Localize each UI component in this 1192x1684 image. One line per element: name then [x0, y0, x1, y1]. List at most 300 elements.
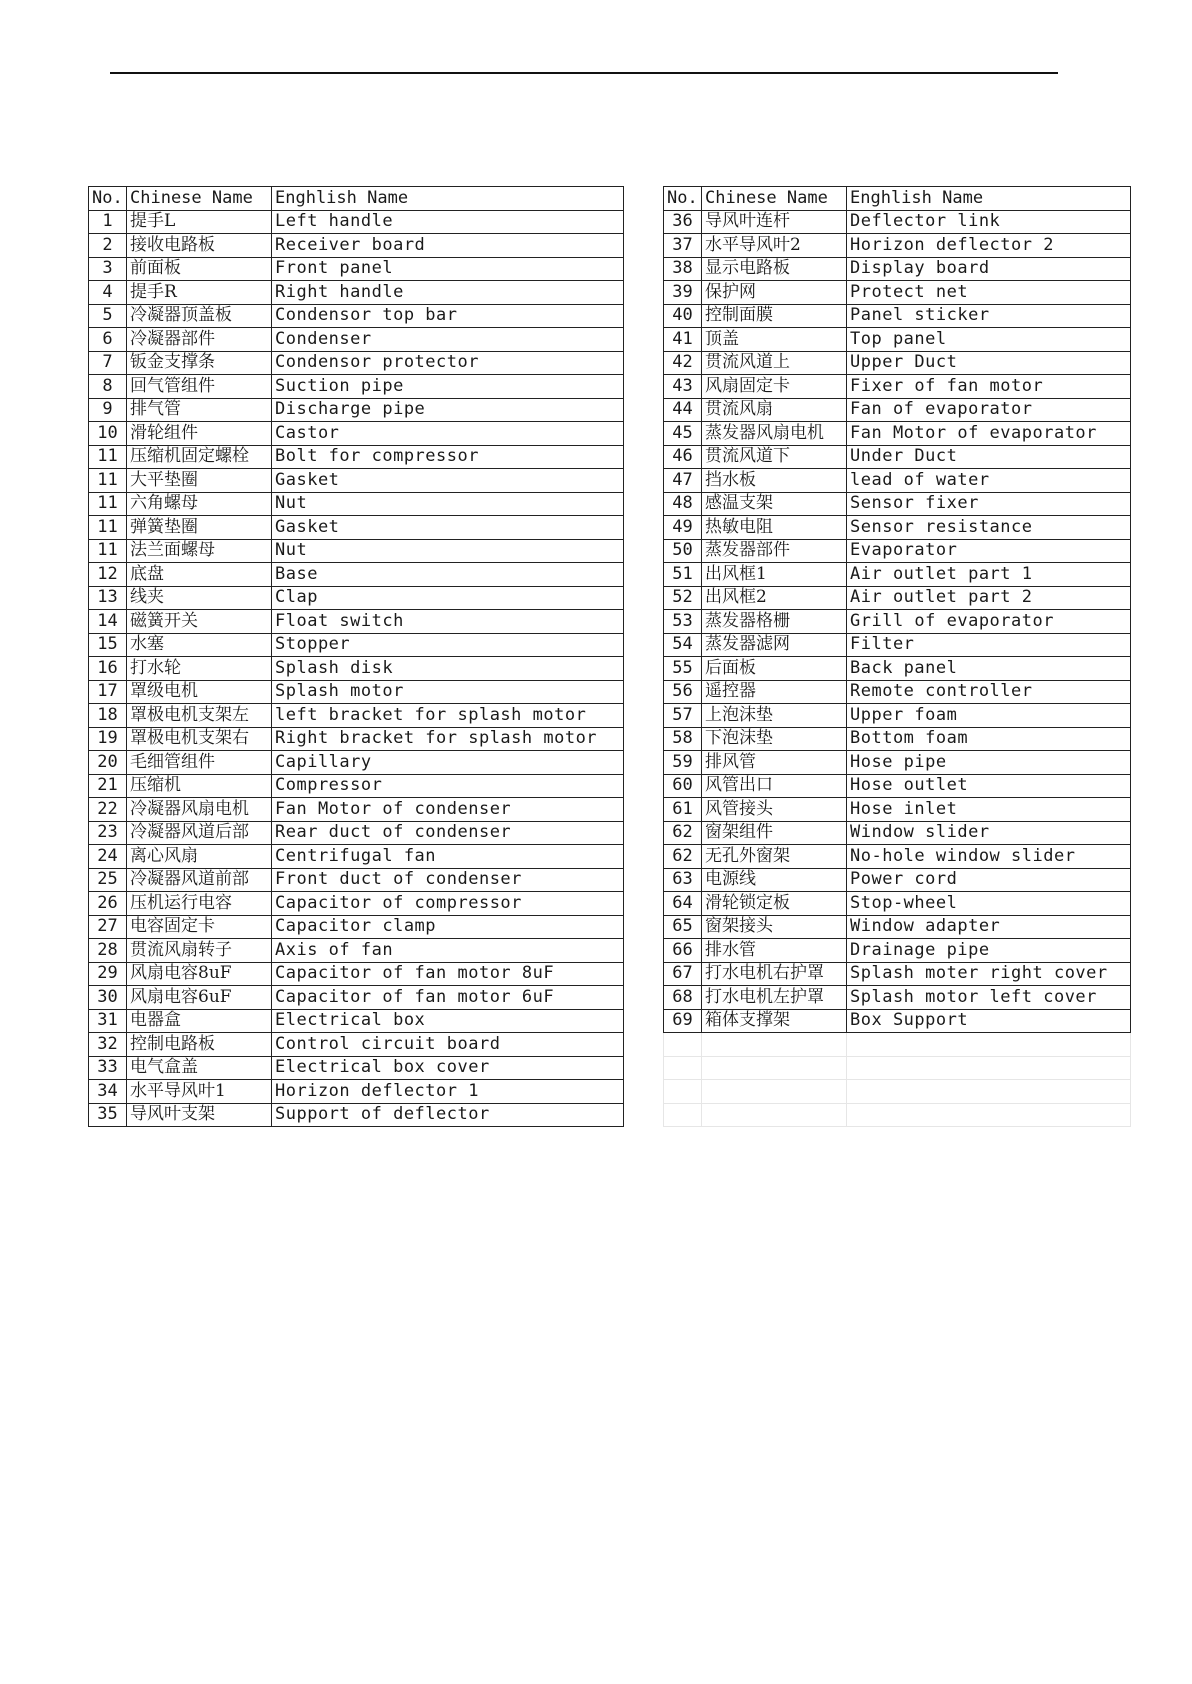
empty-cell — [664, 1080, 702, 1104]
table-row — [89, 657, 624, 681]
table-row — [89, 398, 624, 422]
english-name: Window slider — [847, 821, 1131, 845]
part-number: 24 — [89, 845, 127, 869]
table-row — [664, 774, 1131, 798]
empty-cell — [664, 1103, 702, 1127]
chinese-name: 六角螺母 — [127, 492, 272, 516]
table-row — [89, 375, 624, 399]
part-number: 11 — [89, 539, 127, 563]
part-number: 30 — [89, 986, 127, 1010]
english-name: Front duct of condenser — [272, 868, 624, 892]
part-number: 58 — [664, 727, 702, 751]
chinese-name: 提手L — [127, 210, 272, 234]
empty-row — [664, 1080, 1131, 1104]
english-name: Hose pipe — [847, 751, 1131, 775]
english-name: Grill of evaporator — [847, 610, 1131, 634]
parts-table-right — [663, 186, 1131, 1127]
english-name: Box Support — [847, 1009, 1131, 1033]
chinese-name: 遥控器 — [702, 680, 847, 704]
table-row — [664, 821, 1131, 845]
table-row — [664, 798, 1131, 822]
chinese-name: 控制面膜 — [702, 304, 847, 328]
table-row — [664, 657, 1131, 681]
english-name: Condensor protector — [272, 351, 624, 375]
chinese-name: 打水轮 — [127, 657, 272, 681]
table-row — [664, 610, 1131, 634]
table-row — [89, 845, 624, 869]
part-number: 62 — [664, 845, 702, 869]
english-name: Capacitor of compressor — [272, 892, 624, 916]
part-number: 68 — [664, 986, 702, 1010]
chinese-name: 排水管 — [702, 939, 847, 963]
part-number: 69 — [664, 1009, 702, 1033]
part-number: 16 — [89, 657, 127, 681]
chinese-name: 箱体支撑架 — [702, 1009, 847, 1033]
table-row — [89, 586, 624, 610]
english-name: Float switch — [272, 610, 624, 634]
table-row — [89, 727, 624, 751]
chinese-name: 无孔外窗架 — [702, 845, 847, 869]
part-number: 12 — [89, 563, 127, 587]
empty-cell — [702, 1033, 847, 1057]
chinese-name: 大平垫圈 — [127, 469, 272, 493]
part-number: 11 — [89, 492, 127, 516]
part-number: 17 — [89, 680, 127, 704]
english-name: Fixer of fan motor — [847, 375, 1131, 399]
table-row — [664, 633, 1131, 657]
table-row — [89, 281, 624, 305]
part-number: 28 — [89, 939, 127, 963]
english-name: Electrical box — [272, 1009, 624, 1033]
english-name: Under Duct — [847, 445, 1131, 469]
chinese-name: 冷凝器顶盖板 — [127, 304, 272, 328]
english-name: Stop-wheel — [847, 892, 1131, 916]
table-row — [89, 610, 624, 634]
chinese-name: 排气管 — [127, 398, 272, 422]
chinese-name: 顶盖 — [702, 328, 847, 352]
english-name: lead of water — [847, 469, 1131, 493]
part-number: 7 — [89, 351, 127, 375]
table-row — [664, 281, 1131, 305]
chinese-name: 后面板 — [702, 657, 847, 681]
part-number: 51 — [664, 563, 702, 587]
part-number: 55 — [664, 657, 702, 681]
chinese-name: 罩级电机 — [127, 680, 272, 704]
table-row — [89, 469, 624, 493]
table-row — [89, 351, 624, 375]
chinese-name: 风扇固定卡 — [702, 375, 847, 399]
part-number: 47 — [664, 469, 702, 493]
english-name: Axis of fan — [272, 939, 624, 963]
part-number: 33 — [89, 1056, 127, 1080]
chinese-name: 提手R — [127, 281, 272, 305]
english-name: Fan Motor of evaporator — [847, 422, 1131, 446]
table-row — [664, 445, 1131, 469]
table-row — [89, 516, 624, 540]
part-number: 48 — [664, 492, 702, 516]
empty-cell — [702, 1056, 847, 1080]
chinese-name: 下泡沫垫 — [702, 727, 847, 751]
part-number: 36 — [664, 210, 702, 234]
part-number: 65 — [664, 915, 702, 939]
table-header-row — [664, 187, 1131, 211]
part-number: 22 — [89, 798, 127, 822]
part-number: 38 — [664, 257, 702, 281]
english-name: Receiver board — [272, 234, 624, 258]
part-number: 9 — [89, 398, 127, 422]
chinese-name: 风管出口 — [702, 774, 847, 798]
chinese-name: 电容固定卡 — [127, 915, 272, 939]
table-row — [664, 375, 1131, 399]
english-name: Splash motor left cover — [847, 986, 1131, 1010]
chinese-name: 导风叶支架 — [127, 1103, 272, 1127]
chinese-name: 底盘 — [127, 563, 272, 587]
part-number: 57 — [664, 704, 702, 728]
english-name: Right handle — [272, 281, 624, 305]
table-row — [664, 962, 1131, 986]
english-name: Bottom foam — [847, 727, 1131, 751]
chinese-name: 压机运行电容 — [127, 892, 272, 916]
chinese-name: 离心风扇 — [127, 845, 272, 869]
english-name: Gasket — [272, 469, 624, 493]
part-number: 11 — [89, 445, 127, 469]
header-no: No. — [664, 187, 702, 211]
table-row — [89, 774, 624, 798]
table-row — [89, 1033, 624, 1057]
english-name: Clap — [272, 586, 624, 610]
table-row — [664, 398, 1131, 422]
part-number: 27 — [89, 915, 127, 939]
english-name: Display board — [847, 257, 1131, 281]
table-row — [89, 563, 624, 587]
part-number: 29 — [89, 962, 127, 986]
chinese-name: 排风管 — [702, 751, 847, 775]
header-english-name: Enghlish Name — [847, 187, 1131, 211]
table-row — [664, 727, 1131, 751]
english-name: Electrical box cover — [272, 1056, 624, 1080]
header-rule — [110, 72, 1058, 74]
table-row — [89, 680, 624, 704]
english-name: Power cord — [847, 868, 1131, 892]
chinese-name: 冷凝器部件 — [127, 328, 272, 352]
english-name: Right bracket for splash motor — [272, 727, 624, 751]
english-name: Front panel — [272, 257, 624, 281]
english-name: Sensor fixer — [847, 492, 1131, 516]
table-row — [664, 1009, 1131, 1033]
part-number: 34 — [89, 1080, 127, 1104]
part-number: 64 — [664, 892, 702, 916]
table-row — [89, 1080, 624, 1104]
chinese-name: 风扇电容6uF — [127, 986, 272, 1010]
table-row — [664, 680, 1131, 704]
english-name: Deflector link — [847, 210, 1131, 234]
table-row — [89, 422, 624, 446]
english-name: Splash moter right cover — [847, 962, 1131, 986]
english-name: Splash disk — [272, 657, 624, 681]
part-number: 11 — [89, 516, 127, 540]
part-number: 13 — [89, 586, 127, 610]
chinese-name: 蒸发器部件 — [702, 539, 847, 563]
chinese-name: 水平导风叶1 — [127, 1080, 272, 1104]
chinese-name: 冷凝器风道后部 — [127, 821, 272, 845]
chinese-name: 毛细管组件 — [127, 751, 272, 775]
table-row — [664, 915, 1131, 939]
part-number: 41 — [664, 328, 702, 352]
part-number: 61 — [664, 798, 702, 822]
english-name: Window adapter — [847, 915, 1131, 939]
english-name: Hose inlet — [847, 798, 1131, 822]
english-name: No-hole window slider — [847, 845, 1131, 869]
table-row — [664, 328, 1131, 352]
chinese-name: 法兰面螺母 — [127, 539, 272, 563]
part-number: 19 — [89, 727, 127, 751]
chinese-name: 压缩机 — [127, 774, 272, 798]
chinese-name: 冷凝器风扇电机 — [127, 798, 272, 822]
chinese-name: 保护网 — [702, 281, 847, 305]
parts-table-left — [88, 186, 624, 1127]
table-row — [89, 915, 624, 939]
chinese-name: 感温支架 — [702, 492, 847, 516]
english-name: Panel sticker — [847, 304, 1131, 328]
table-row — [89, 868, 624, 892]
table-row — [89, 257, 624, 281]
table-row — [89, 234, 624, 258]
table-row — [664, 704, 1131, 728]
table-row — [89, 210, 624, 234]
chinese-name: 贯流风扇 — [702, 398, 847, 422]
english-name: Rear duct of condenser — [272, 821, 624, 845]
chinese-name: 罩极电机支架右 — [127, 727, 272, 751]
table-row — [89, 445, 624, 469]
chinese-name: 接收电路板 — [127, 234, 272, 258]
table-row — [664, 516, 1131, 540]
english-name: Air outlet part 2 — [847, 586, 1131, 610]
table-row — [664, 257, 1131, 281]
chinese-name: 蒸发器风扇电机 — [702, 422, 847, 446]
chinese-name: 贯流风扇转子 — [127, 939, 272, 963]
chinese-name: 热敏电阻 — [702, 516, 847, 540]
part-number: 60 — [664, 774, 702, 798]
english-name: Nut — [272, 539, 624, 563]
chinese-name: 风扇电容8uF — [127, 962, 272, 986]
table-row — [89, 798, 624, 822]
table-row — [664, 868, 1131, 892]
english-name: Back panel — [847, 657, 1131, 681]
part-number: 39 — [664, 281, 702, 305]
part-number: 3 — [89, 257, 127, 281]
chinese-name: 钣金支撑条 — [127, 351, 272, 375]
table-row — [89, 1009, 624, 1033]
english-name: Air outlet part 1 — [847, 563, 1131, 587]
english-name: Compressor — [272, 774, 624, 798]
table-row — [664, 939, 1131, 963]
part-number: 46 — [664, 445, 702, 469]
chinese-name: 显示电路板 — [702, 257, 847, 281]
english-name: Hose outlet — [847, 774, 1131, 798]
part-number: 45 — [664, 422, 702, 446]
part-number: 56 — [664, 680, 702, 704]
empty-cell — [664, 1033, 702, 1057]
table-row — [89, 492, 624, 516]
part-number: 21 — [89, 774, 127, 798]
part-number: 53 — [664, 610, 702, 634]
english-name: Control circuit board — [272, 1033, 624, 1057]
english-name: Capacitor clamp — [272, 915, 624, 939]
table-row — [664, 751, 1131, 775]
english-name: Centrifugal fan — [272, 845, 624, 869]
chinese-name: 打水电机左护罩 — [702, 986, 847, 1010]
part-number: 42 — [664, 351, 702, 375]
english-name: Suction pipe — [272, 375, 624, 399]
table-row — [89, 633, 624, 657]
chinese-name: 电器盒 — [127, 1009, 272, 1033]
chinese-name: 导风叶连杆 — [702, 210, 847, 234]
english-name: left bracket for splash motor — [272, 704, 624, 728]
table-row — [664, 892, 1131, 916]
chinese-name: 前面板 — [127, 257, 272, 281]
english-name: Splash motor — [272, 680, 624, 704]
english-name: Capacitor of fan motor 6uF — [272, 986, 624, 1010]
empty-cell — [702, 1080, 847, 1104]
chinese-name: 出风框2 — [702, 586, 847, 610]
empty-row — [664, 1103, 1131, 1127]
part-number: 32 — [89, 1033, 127, 1057]
english-name: Fan of evaporator — [847, 398, 1131, 422]
chinese-name: 窗架接头 — [702, 915, 847, 939]
chinese-name: 磁簧开关 — [127, 610, 272, 634]
english-name: Evaporator — [847, 539, 1131, 563]
english-name: Sensor resistance — [847, 516, 1131, 540]
chinese-name: 挡水板 — [702, 469, 847, 493]
english-name: Condenser — [272, 328, 624, 352]
part-number: 4 — [89, 281, 127, 305]
empty-row — [664, 1056, 1131, 1080]
chinese-name: 罩极电机支架左 — [127, 704, 272, 728]
table-row — [664, 304, 1131, 328]
chinese-name: 贯流风道上 — [702, 351, 847, 375]
english-name: Condensor top bar — [272, 304, 624, 328]
table-row — [89, 892, 624, 916]
part-number: 66 — [664, 939, 702, 963]
english-name: Upper foam — [847, 704, 1131, 728]
empty-row — [664, 1033, 1131, 1057]
english-name: Stopper — [272, 633, 624, 657]
chinese-name: 线夹 — [127, 586, 272, 610]
header-english-name: Enghlish Name — [272, 187, 624, 211]
english-name: Capillary — [272, 751, 624, 775]
part-number: 23 — [89, 821, 127, 845]
table-row — [664, 234, 1131, 258]
chinese-name: 电源线 — [702, 868, 847, 892]
header-no: No. — [89, 187, 127, 211]
part-number: 26 — [89, 892, 127, 916]
english-name: Gasket — [272, 516, 624, 540]
part-number: 37 — [664, 234, 702, 258]
part-number: 44 — [664, 398, 702, 422]
part-number: 10 — [89, 422, 127, 446]
empty-cell — [847, 1103, 1131, 1127]
part-number: 1 — [89, 210, 127, 234]
part-number: 50 — [664, 539, 702, 563]
table-row — [664, 351, 1131, 375]
table-row — [664, 845, 1131, 869]
part-number: 25 — [89, 868, 127, 892]
english-name: Nut — [272, 492, 624, 516]
part-number: 40 — [664, 304, 702, 328]
table-row — [89, 939, 624, 963]
english-name: Horizon deflector 2 — [847, 234, 1131, 258]
english-name: Base — [272, 563, 624, 587]
part-number: 2 — [89, 234, 127, 258]
part-number: 63 — [664, 868, 702, 892]
chinese-name: 水平导风叶2 — [702, 234, 847, 258]
chinese-name: 蒸发器滤网 — [702, 633, 847, 657]
chinese-name: 回气管组件 — [127, 375, 272, 399]
table-row — [664, 422, 1131, 446]
empty-cell — [847, 1033, 1131, 1057]
table-row — [89, 304, 624, 328]
part-number: 14 — [89, 610, 127, 634]
empty-cell — [702, 1103, 847, 1127]
part-number: 15 — [89, 633, 127, 657]
part-number: 11 — [89, 469, 127, 493]
chinese-name: 蒸发器格栅 — [702, 610, 847, 634]
english-name: Horizon deflector 1 — [272, 1080, 624, 1104]
chinese-name: 打水电机右护罩 — [702, 962, 847, 986]
table-row — [89, 1103, 624, 1127]
table-row — [89, 986, 624, 1010]
english-name: Bolt for compressor — [272, 445, 624, 469]
chinese-name: 电气盒盖 — [127, 1056, 272, 1080]
part-number: 67 — [664, 962, 702, 986]
part-number: 5 — [89, 304, 127, 328]
table-row — [89, 751, 624, 775]
english-name: Drainage pipe — [847, 939, 1131, 963]
english-name: Upper Duct — [847, 351, 1131, 375]
chinese-name: 出风框1 — [702, 563, 847, 587]
english-name: Support of deflector — [272, 1103, 624, 1127]
part-number: 6 — [89, 328, 127, 352]
chinese-name: 风管接头 — [702, 798, 847, 822]
header-chinese-name: Chinese Name — [127, 187, 272, 211]
part-number: 43 — [664, 375, 702, 399]
table-row — [89, 328, 624, 352]
part-number: 54 — [664, 633, 702, 657]
table-row — [664, 469, 1131, 493]
chinese-name: 窗架组件 — [702, 821, 847, 845]
table-row — [89, 539, 624, 563]
chinese-name: 滑轮锁定板 — [702, 892, 847, 916]
chinese-name: 贯流风道下 — [702, 445, 847, 469]
chinese-name: 上泡沫垫 — [702, 704, 847, 728]
part-number: 35 — [89, 1103, 127, 1127]
english-name: Fan Motor of condenser — [272, 798, 624, 822]
chinese-name: 水塞 — [127, 633, 272, 657]
part-number: 52 — [664, 586, 702, 610]
table-row — [89, 962, 624, 986]
part-number: 8 — [89, 375, 127, 399]
chinese-name: 冷凝器风道前部 — [127, 868, 272, 892]
table-row — [664, 210, 1131, 234]
table-header-row — [89, 187, 624, 211]
table-row — [664, 539, 1131, 563]
english-name: Castor — [272, 422, 624, 446]
table-row — [664, 986, 1131, 1010]
part-number: 31 — [89, 1009, 127, 1033]
english-name: Capacitor of fan motor 8uF — [272, 962, 624, 986]
chinese-name: 弹簧垫圈 — [127, 516, 272, 540]
table-row — [664, 586, 1131, 610]
